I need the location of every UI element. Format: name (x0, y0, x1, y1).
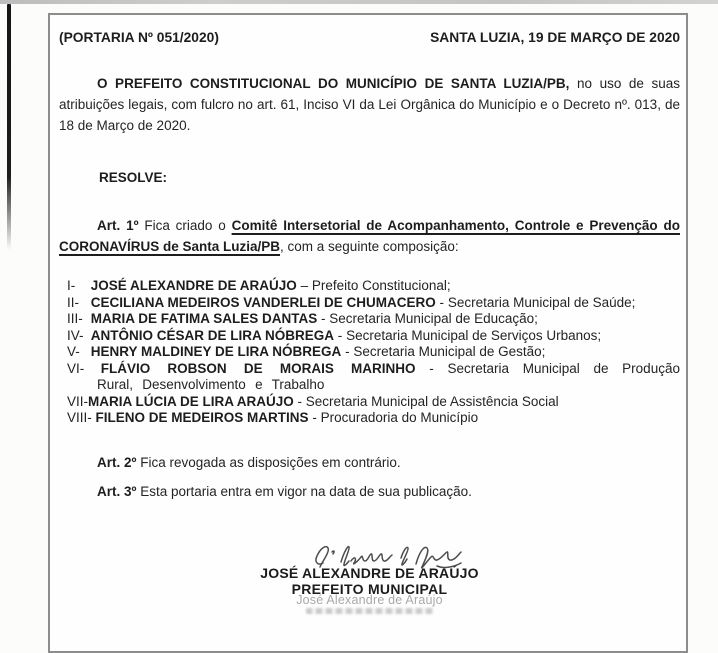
portaria-number: (PORTARIA Nº 051/2020) (59, 30, 219, 45)
preamble-paragraph (59, 73, 680, 136)
article-1-before: Fica criado o (138, 218, 232, 233)
member-numeral: II- (67, 294, 79, 310)
article-1-after: , com a seguinte composição: (280, 239, 459, 254)
member-name: FLÁVIO ROBSON DE MORAIS MARINHO (100, 360, 416, 376)
member-name: JOSÉ ALEXANDRE DE ARAÚJO (90, 278, 297, 293)
member-item (67, 295, 680, 312)
article-3-text: Esta portaria entra em vigor na data de sua publicação. (136, 483, 472, 499)
signature-scrawl-icon (309, 540, 479, 572)
article-1-label: Art. 1º (97, 218, 139, 233)
article-2 (59, 455, 680, 471)
signatory-title: PREFEITO MUNICIPAL (291, 580, 448, 597)
member-item (67, 344, 680, 361)
member-separator: - (345, 344, 350, 359)
place-date: SANTA LUZIA, 19 DE MARÇO DE 2020 (430, 30, 680, 45)
member-numeral: VII- (67, 393, 89, 409)
member-role: Secretaria Municipal de Serviços Urbanos; (346, 327, 602, 343)
committee-name: Comitê Intersetorial de Acompanhamento, Controle e Prevenção do CORONAVÍRUS de Santa Luzia/PB (59, 218, 680, 254)
member-name: MARIA DE FATIMA SALES DANTAS (90, 311, 318, 326)
member-role: Prefeito Constitucional; (311, 278, 451, 293)
member-name: FILENO DE MEDEIROS MARTINS (95, 410, 309, 425)
member-separator: - (312, 410, 317, 425)
article-3-label: Art. 3º (97, 483, 137, 499)
member-numeral: VI- (67, 360, 85, 376)
article-1 (59, 215, 680, 257)
article-2-text: Fica revogada as disposições em contrário. (136, 454, 401, 470)
member-role: Secretaria Municipal de Produção Rural, Desenvolvimento e Trabalho (97, 360, 680, 392)
scan-left-edge (7, 4, 11, 250)
preamble-bold: O PREFEITO CONSTITUCIONAL DO MUNICÍPIO DE SANTA LUZIA/PB, (97, 76, 570, 91)
stamp-cutoff-line (306, 608, 434, 614)
member-name: CECILIANA MEDEIROS VANDERLEI DE CHUMACERO (90, 294, 436, 310)
preamble-rest: no uso de suas atribuições legais, com fulcro no art. 61, Inciso VI da Lei Orgânica do Município e o Decreto nº. 013, de 18 de Março de 2020. (59, 76, 680, 133)
signature-stamp-name: José Alexandre de Araújo (296, 592, 443, 607)
member-item (67, 361, 680, 394)
resolve-label: RESOLVE: (99, 170, 168, 185)
scan-top-edge (0, 0, 718, 4)
member-role: Secretaria Municipal de Assistência Social (305, 393, 559, 409)
member-separator: - (297, 393, 303, 409)
member-separator: - (337, 327, 343, 343)
member-name: MARIA LÚCIA DE LIRA ARAÚJO (88, 393, 294, 409)
member-numeral: IV- (67, 327, 84, 343)
member-item (67, 394, 680, 411)
member-numeral: I- (67, 278, 76, 293)
member-separator: - (429, 360, 434, 376)
document-header (59, 30, 680, 46)
committee-members-list (59, 278, 680, 427)
signature-block (200, 540, 540, 614)
member-numeral: VIII- (67, 410, 92, 425)
member-name: ANTÔNIO CÉSAR DE LIRA NÓBREGA (90, 327, 335, 343)
member-separator: - (321, 311, 326, 326)
member-separator: – (300, 278, 309, 293)
article-2-label: Art. 2º (97, 454, 137, 470)
member-name: HENRY MALDINEY DE LIRA NÓBREGA (90, 344, 342, 359)
member-item (67, 410, 680, 427)
handwritten-signature (224, 540, 564, 572)
member-item (67, 328, 680, 345)
document-frame (48, 13, 688, 653)
member-numeral: III- (67, 311, 83, 326)
member-item (67, 311, 680, 328)
member-role: Secretaria Municipal de Educação; (329, 311, 538, 326)
signatory-name: JOSÉ ALEXANDRE DE ARAÚJO (260, 564, 479, 581)
member-role: Secretaria Municipal de Saúde; (447, 294, 636, 310)
member-item (67, 278, 680, 295)
article-3 (59, 484, 680, 500)
member-role: Secretaria Municipal de Gestão; (353, 344, 546, 359)
member-numeral: V- (67, 344, 80, 359)
member-separator: - (439, 294, 445, 310)
member-role: Procuradoria do Município (320, 410, 479, 425)
